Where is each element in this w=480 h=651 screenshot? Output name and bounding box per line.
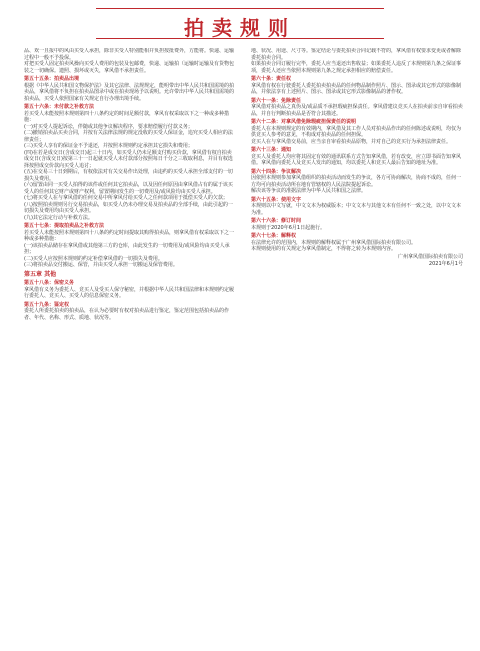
article-heading: 第六十五条：使用文字 xyxy=(251,196,302,203)
paragraph: 委托人所委托拍卖的拍卖品，在认为必要时有权对拍卖品进行鉴定，鉴定范围包括拍卖品的作者、年代、名称、形式、质地、状况等。 xyxy=(24,308,230,321)
page-title: 拍卖规则 xyxy=(184,16,296,40)
paragraph: (二)撤销拍卖品买卖合同，并按有关法律法规的规定没收的买受人保证金，追究买受人相应的法律责任； xyxy=(24,130,233,143)
article-heading: 第五十七条：提取拍卖品之补救方法 xyxy=(24,223,105,229)
paragraph: (三)买受人享有的保证金不予退还，并按照本规则约定承担其它损失和费用； xyxy=(24,143,193,149)
paragraph: (一)对买受人提起诉讼，伴随或其他争议解决程序，要求赔偿履行付款义务； xyxy=(24,123,193,130)
paragraph: 拿风借对拍卖品之真伪及/或品质不承担瑕疵担保责任。拿风借建议竞买人在拍卖前亲自审看拍卖品，并自行判断拍卖品是否符合其描述。 xyxy=(251,104,463,117)
paragraph: 因依照本规则参加拿风借组织的拍卖活动而发生的争议，各方可协商解决，协商不成的，任何一方均可向拍卖活动所在地有管辖权的人民法院提起诉讼。 xyxy=(251,175,462,188)
paragraph: (八)按照拍卖规则另行交易拍卖品，如买受人仍未办理交易及拍卖品的全部手续，由此引起的一切损失及费用均由买受人承担。 xyxy=(24,201,233,214)
article-heading: 第六十条：责任权 xyxy=(251,76,292,82)
paragraph: 如果拍卖合同订履行完毕，委托人应当退还出售收益；如果委托人违反了本规则第九条之保证事项，委托人还应当依照本规则第九条之规定承担相应的赔偿责任。 xyxy=(251,61,462,74)
paragraph: 在法律允许的范围内，本规则的解释权属于广州拿风借国际拍卖有限公司。 xyxy=(251,239,417,246)
paragraph: 竞买人及委托人均应将其固定有效的通讯联系方式告知拿风借，若有改变，应立即书面告知拿风借。拿风借向委托人及竞买人发出的通知，均以委托人和竞买人最后告知的地址为准。 xyxy=(251,153,462,166)
paragraph: 拿风借有义务为委托人、竞买人及受买人保守秘密，并根据中华人民共和国法律和本规则约定履行委托人、竞买人、买受人的信息保密义务。 xyxy=(24,286,235,299)
paragraph: 本规则于2020年6月1日起施行。 xyxy=(251,224,326,231)
paragraph: (七)将买受人在与拿风借的任何交易中所拿风付给买受人之任何款项用于抵偿买受人的欠款； xyxy=(24,195,228,201)
article-heading: 第六十四条：争议解决 xyxy=(251,168,302,175)
article-heading: 第六十一条：免除责任 xyxy=(251,97,302,104)
paragraph: (四)在若是成交日(含成交日)起三十日内，如买受人仍未足额支付购买价款，拿风借有权自拍卖成交日(含成交日)按第三十一日起就买受人未付款部分按照每日千分之三收取利息，并目有权选择按照成交价款向买受人追讨； xyxy=(24,149,233,169)
title-rule-bottom xyxy=(96,38,384,39)
right-column-body xyxy=(251,48,463,253)
paragraph: 若买受人未能按照本规则第四十八条约定的时间足额付款，拿风有权采取以下之一种或多种措施： xyxy=(24,110,230,123)
left-column xyxy=(24,48,236,648)
signature-company: 广州拿风借国际拍卖有限公司 xyxy=(397,253,463,260)
article-heading: 第六十七条：解释权 xyxy=(251,233,297,239)
paragraph: 对把买受人固定拍卖风操向买受人费用的包装及包邮费，快递、运输拍（运输时运输及有货物包装之一切确保。遗照、损坏或灭失，拿风借不承担责任。 xyxy=(24,61,235,74)
paragraph: 本规则使用的有关规定为拿风借制定，不得将之转为本规则内容。 xyxy=(251,246,397,252)
paragraph: (五)在交易三十日到期后，有权依法对有关交易作出处理，由违约的买受人承担全部支付的一切损失及费用。 xyxy=(24,169,233,182)
right-column xyxy=(251,48,463,648)
chapter-heading: 第五章 其他 xyxy=(24,270,57,278)
article-heading: 第六十二条：对拿风借免除瑕疵担保责任的说明 xyxy=(251,119,357,125)
signature-date: 2021年6月1号 xyxy=(428,261,463,267)
article-heading: 第五十八条：保密义务 xyxy=(24,280,75,286)
article-heading: 第六十三条：通知 xyxy=(251,147,292,153)
paragraph: (六)留置由同一买受人拍得的该件或任何其它拍卖品，以及因任何原因由拿风借占有的属于该买受人的任何其它财产或财产权利，留置期间发生的一切费用及/或风险均由买受人承担。 xyxy=(24,182,233,195)
paragraph: 根据《中华人民共和国文物保护法》及其它法律、法规规定，能明带出中华人民共和国需境的拍卖品，拿风借将不负担在拍卖品图录中或在拍卖现场予以说明。允许带出中华人民共和国需境的拍卖品，买受人依照国家有关规定自行办理出境手续。 xyxy=(24,82,235,102)
article-heading: 第五十五条：拍卖品出境 xyxy=(24,76,80,82)
paragraph: 品、欢一且报中的风由买受人承担，除非买受人特别能相并负担按批费外，方能将。快递、运输过程中一般不予投保。 xyxy=(24,48,235,61)
article-heading: 第六十六条：修订时间 xyxy=(251,218,302,224)
paragraph: 委托人在本规则规定的有效期内，拿风借及其工作人员对拍卖品作出的任何陈述或说明，均仅为供竞买人参考的意见，不构成对拍卖品的任何担保。 xyxy=(251,125,462,138)
paragraph: (九)其它法定行动与补救方法。 xyxy=(24,214,93,221)
article-heading: 第五十九条：鉴定权 xyxy=(24,301,70,308)
paragraph: (一)该拍卖品储存在拿风借或其他第三方的仓库，由此发生的一切费用及/或风险均由买受人承担； xyxy=(24,242,230,255)
article-heading: 第五十六条：未付款之补救方法 xyxy=(24,104,95,110)
paragraph: 若买受人未能按照本规则第四十八条的约定时间提取其购得拍卖品，则拿风借有权采取以下之一种或多种措施： xyxy=(24,229,235,242)
paragraph: 拿风借有权在行驶委托人委托拍卖拍卖品的任何物品制作照片、图示、图录或其它形式的影像制品，并依法享有上述照片、图示、图录或其它形式影像制品的著作权。 xyxy=(251,82,462,95)
paragraph: 地、状况、用途、尺寸等。鉴定结论与委托拍卖合同记载不符的，拿风借有权要求变更或者解除委托拍卖合同。 xyxy=(251,48,462,61)
paragraph: 竞买人在与拿风借交易前，应当亲自审看拍卖品原物，并对自己的竞买行为承担法律责任。 xyxy=(251,138,452,145)
paragraph: (二)买受人应按照本规则的约定补偿拿风借的一切损失及费用。 xyxy=(24,255,163,262)
title-rule-top xyxy=(96,8,384,9)
paragraph: 本规则以中文写就，中文文本为权威版本；中文文本与其他文本有任何不一致之处，以中文文本为准。 xyxy=(251,203,462,216)
paragraph: 解决该等争议的准据法律为中华人民共和国之法律。 xyxy=(251,188,367,194)
paragraph: (三)将拍卖品交付搬运、保管，并由买受人承担一切搬运及保管费用。 xyxy=(24,262,178,268)
